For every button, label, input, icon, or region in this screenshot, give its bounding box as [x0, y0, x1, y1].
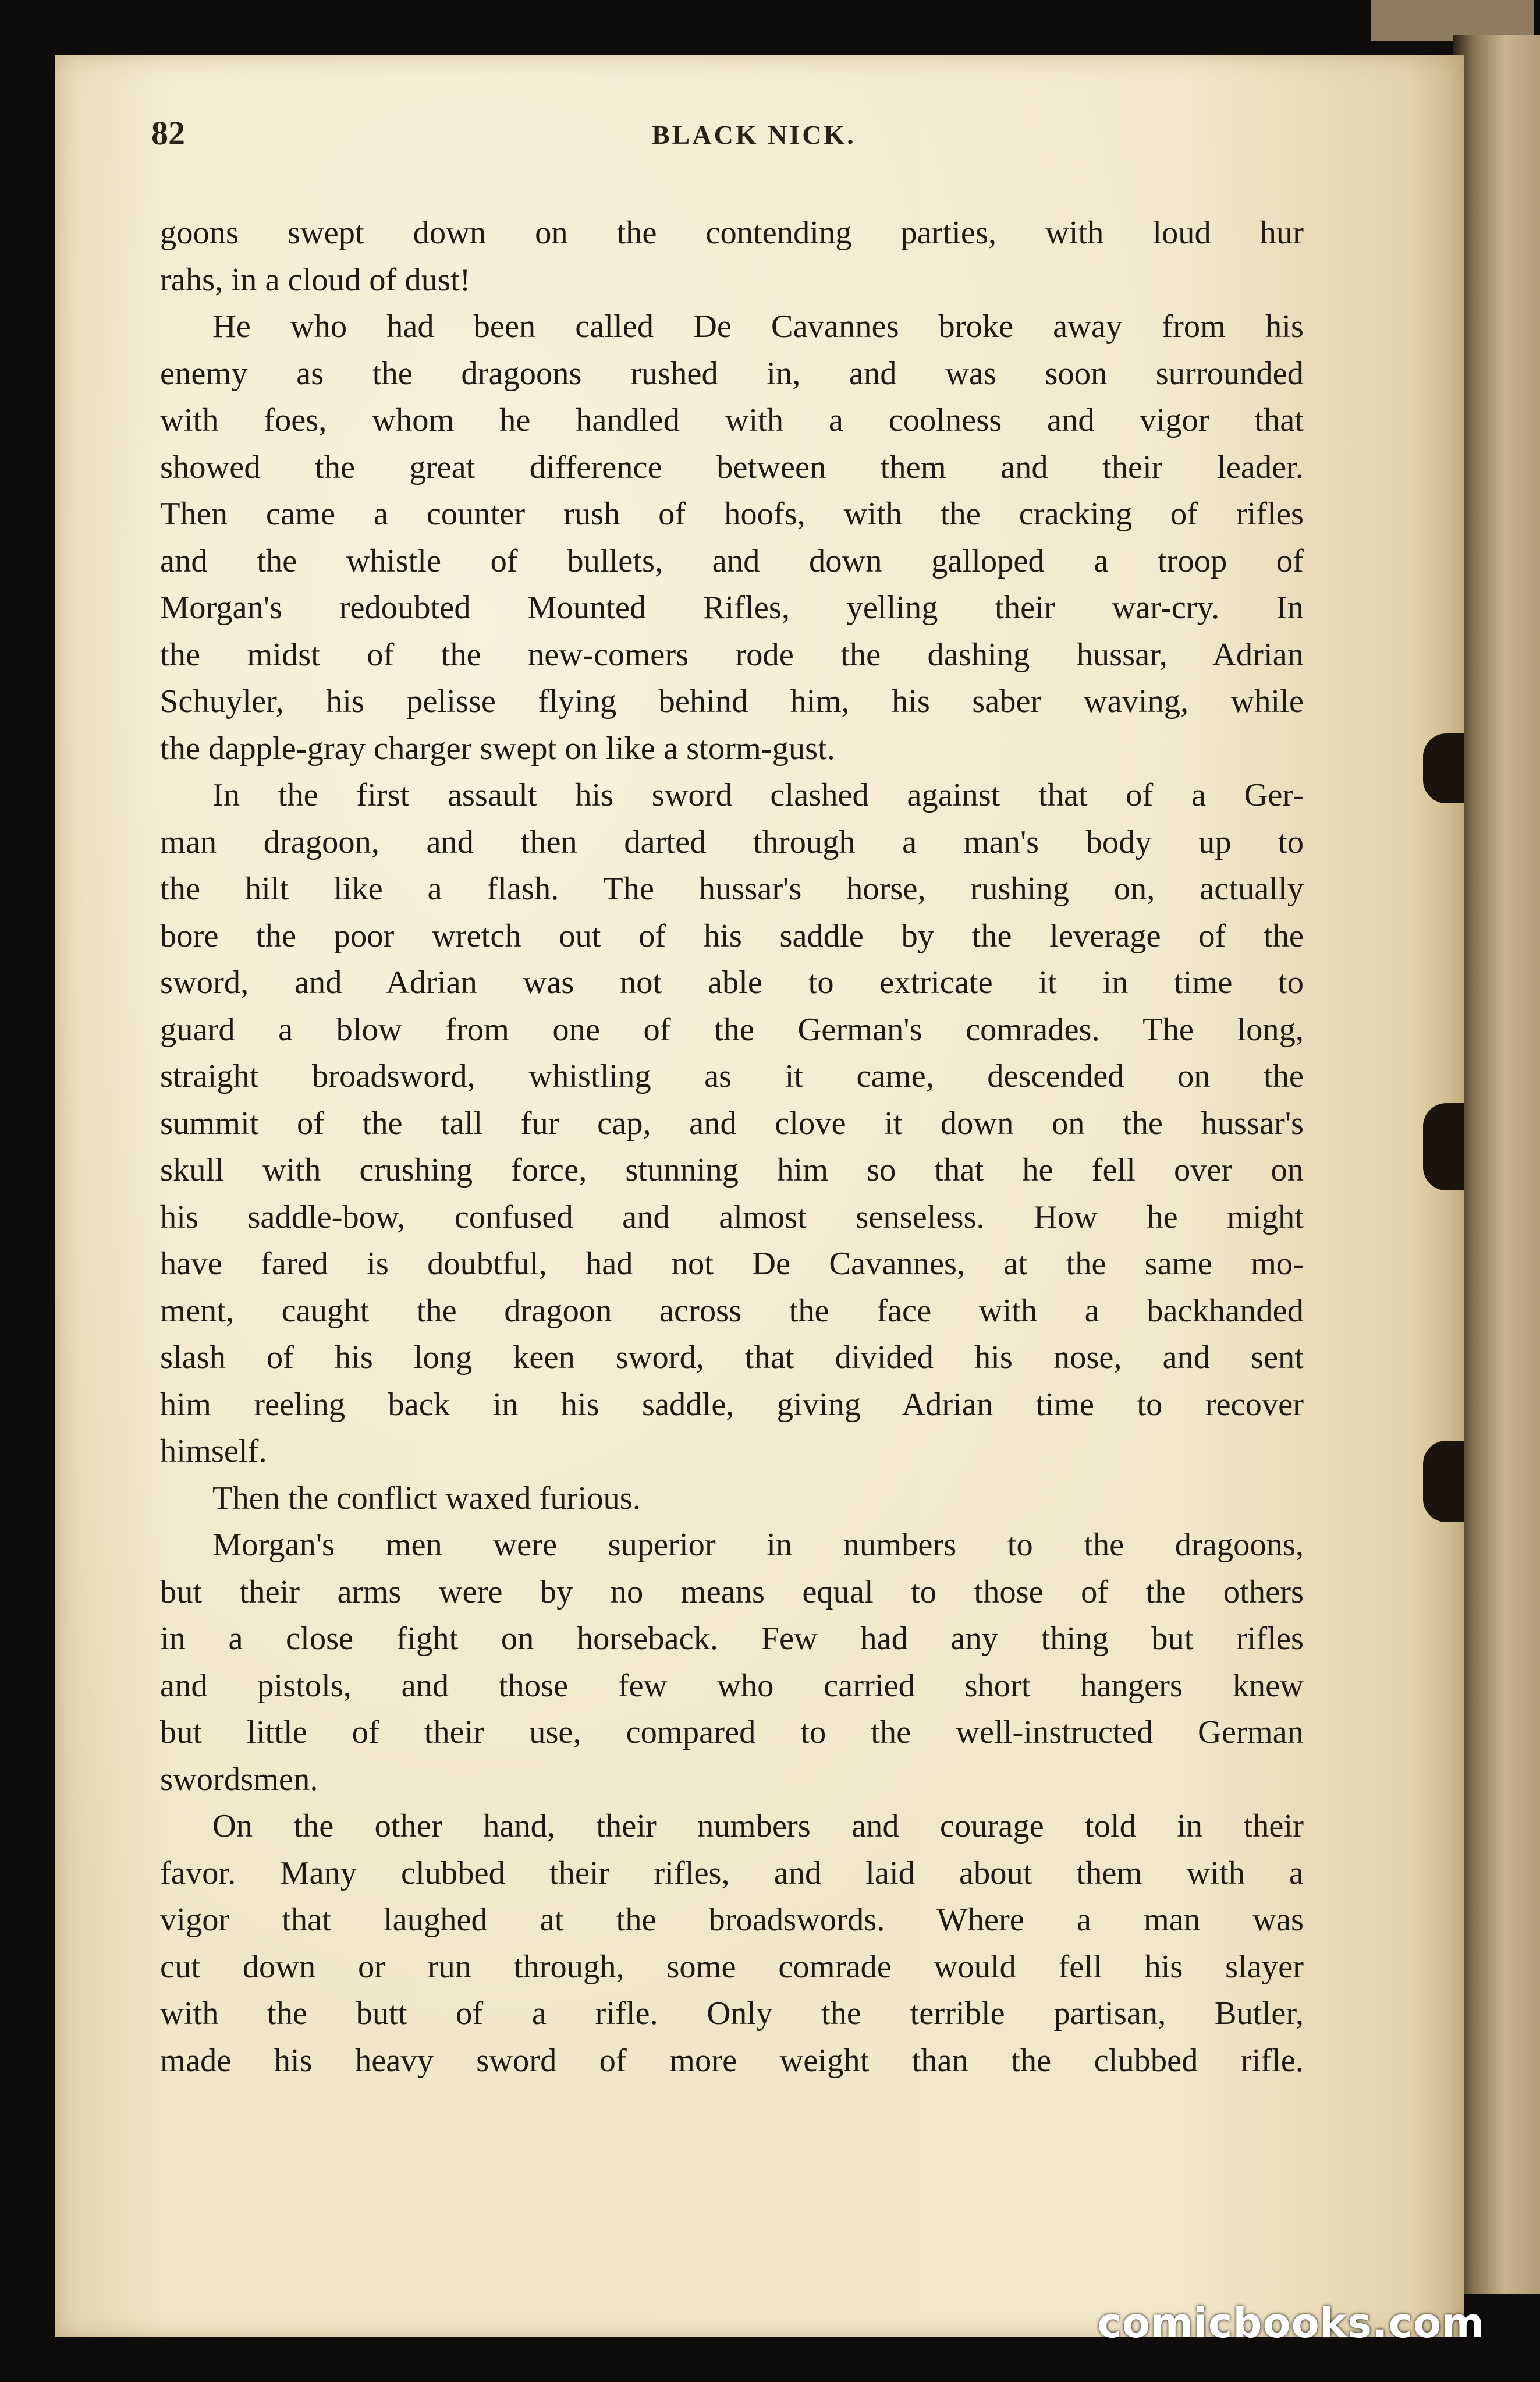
text-line: showed the great difference between them and their leader. [160, 449, 1304, 485]
text-line: summit of the tall fur cap, and clove it down on the hussar's [160, 1105, 1304, 1142]
adjacent-page-edge [1453, 35, 1540, 2294]
text-line: and pistols, and those few who carried short hangers knew [160, 1667, 1304, 1704]
text-line: with the butt of a rifle. Only the terrible partisan, Butler, [160, 1995, 1304, 2032]
page-number: 82 [151, 114, 185, 152]
text-line: the dapple-gray charger swept on like a storm-gust. [160, 730, 835, 767]
text-line: swordsmen. [160, 1761, 318, 1798]
paragraph [160, 303, 1304, 772]
text-line: man dragoon, and then darted through a man's body up to [160, 824, 1304, 860]
text-line: the hilt like a flash. The hussar's horse, rushing on, actually [160, 871, 1304, 907]
page-tear [1423, 733, 1464, 803]
text-line: the midst of the new-comers rode the dashing hussar, Adrian [160, 636, 1304, 673]
text-line: In the first assault his sword clashed against that of a Ger- [212, 777, 1304, 813]
text-line: enemy as the dragoons rushed in, and was soon surrounded [160, 355, 1304, 392]
text-line: skull with crushing force, stunning him so that he fell over on [160, 1152, 1304, 1188]
text-line: slash of his long keen sword, that divided his nose, and sent [160, 1339, 1304, 1376]
text-line: favor. Many clubbed their rifles, and laid about them with a [160, 1855, 1304, 1891]
paragraph [160, 1803, 1304, 2084]
text-line: rahs, in a cloud of dust! [160, 261, 471, 298]
text-line: but little of their use, compared to the well-instructed German [160, 1714, 1304, 1750]
paragraph [160, 1475, 1304, 1522]
paragraph [160, 772, 1304, 1475]
text-line: have fared is doubtful, had not De Cavannes, at the same mo- [160, 1246, 1304, 1282]
site-watermark: comicbooks.com [1097, 2299, 1485, 2347]
text-line: Morgan's men were superior in numbers to the dragoons, [212, 1527, 1304, 1563]
text-line: ment, caught the dragoon across the face with a backhanded [160, 1292, 1304, 1329]
text-line: himself. [160, 1433, 267, 1469]
text-line: He who had been called De Cavannes broke away from his [212, 309, 1304, 345]
text-line: his saddle-bow, confused and almost senseless. How he might [160, 1199, 1304, 1235]
text-line: Then the conflict waxed furious. [212, 1480, 641, 1516]
text-line: bore the poor wretch out of his saddle by the leverage of the [160, 917, 1304, 954]
paragraph [160, 1522, 1304, 1803]
text-line: straight broadsword, whistling as it came, descended on the [160, 1058, 1304, 1094]
text-line: but their arms were by no means equal to those of the others [160, 1573, 1304, 1610]
text-line: sword, and Adrian was not able to extricate it in time to [160, 965, 1304, 1001]
text-line: Morgan's redoubted Mounted Rifles, yelling their war-cry. In [160, 590, 1304, 626]
text-line: Then came a counter rush of hoofs, with the cracking of rifles [160, 496, 1304, 532]
page-tear [1423, 1103, 1464, 1190]
text-line: him reeling back in his saddle, giving Adrian time to recover [160, 1386, 1304, 1423]
text-line: vigor that laughed at the broadswords. Where a man was [160, 1902, 1304, 1938]
paragraph [160, 210, 1304, 303]
running-head: BLACK NICK. [652, 120, 856, 150]
text-line: in a close fight on horseback. Few had any thing but rifles [160, 1621, 1304, 1657]
page-tear [1423, 1441, 1464, 1522]
text-line: On the other hand, their numbers and courage told in their [212, 1808, 1304, 1844]
text-line: cut down or run through, some comrade would fell his slayer [160, 1948, 1304, 1985]
body-text [160, 210, 1304, 2084]
text-line: Schuyler, his pelisse flying behind him, his saber waving, while [160, 683, 1304, 719]
text-line: guard a blow from one of the German's comrades. The long, [160, 1011, 1304, 1048]
text-line: goons swept down on the contending parties, with loud hur [160, 215, 1304, 251]
text-line: and the whistle of bullets, and down galloped a troop of [160, 543, 1304, 579]
text-line: made his heavy sword of more weight than the clubbed rifle. [160, 2042, 1304, 2079]
text-line: with foes, whom he handled with a coolness and vigor that [160, 402, 1304, 438]
